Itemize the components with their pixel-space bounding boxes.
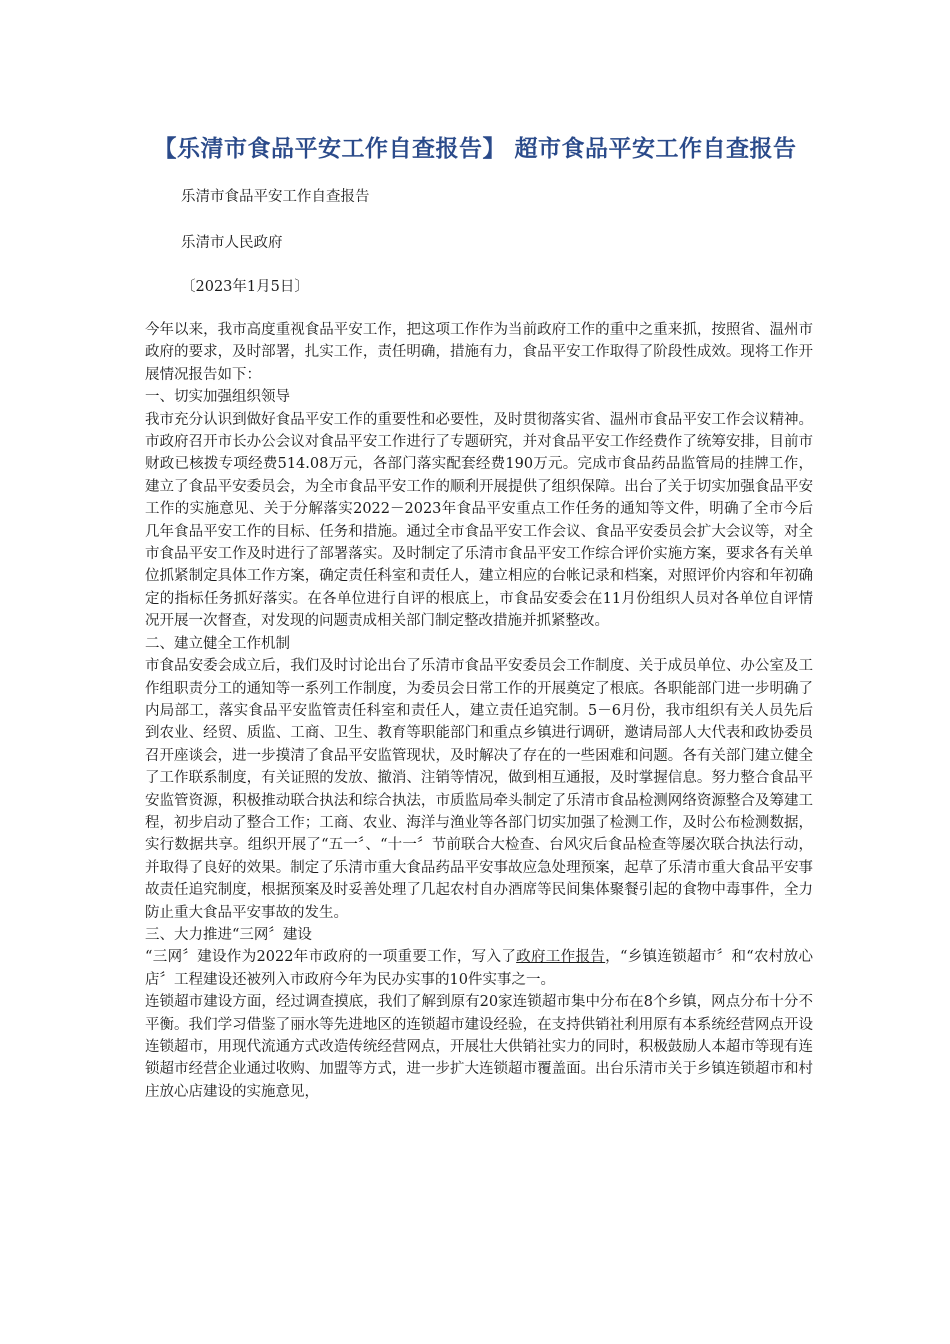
section-3-paragraph bbox=[145, 946, 813, 991]
section-3-text-after-link: ，“乡镇连锁超市〞和“农村放心店〞工程建设还被列入市政府今年为民办实事的10件实事之一。 bbox=[145, 949, 814, 988]
section-heading-1: 一、切实加强组织领导 bbox=[145, 389, 290, 406]
section-3-text-before-link: “三网〞建设作为2022年市政府的一项重要工作，写入了 bbox=[145, 949, 517, 966]
document-title: 【乐清市食品平安工作自查报告】 超市食品平安工作自查报告 bbox=[153, 136, 797, 162]
section-heading-3: 三、大力推进“三网〞建设 bbox=[145, 926, 312, 943]
section-heading-2: 二、建立健全工作机制 bbox=[145, 635, 290, 652]
report-author: 乐清市人民政府 bbox=[181, 235, 283, 251]
intro-paragraph: 今年以来，我市高度重视食品平安工作，把这项工作作为当前政府工作的重中之重来抓，按照省、温州市政府的要求，及时部署，扎实工作，责任明确，措施有力，食品平安工作取得了阶段性成效。现将工作开展情况报告如下： bbox=[145, 322, 813, 383]
report-date: 〔2023年1月5日〕 bbox=[181, 279, 309, 295]
section-1-paragraph: 我市充分认识到做好食品平安工作的重要性和必要性，及时贯彻落实省、温州市食品平安工作会议精神。市政府召开市长办公会议对食品平安工作进行了专题研究，并对食品平安工作经费作了统筹安排，目前市财政已核拨专项经费514.08万元，各部门落实配套经费190万元。完成市食品药品监管局的挂牌工作，建立了食品平安委员会，为全市食品平安工作的顺利开展提供了组织保障。出台了关于切实加强食品平安工作的实施意见、关于分解落实2022－2023年食品平安重点工作任务的通知等文件，明确了全市今后几年食品平安工作的目标、任务和措施。通过全市食品平安工作会议、食品平安委员会扩大会议等，对全市食品平安工作及时进行了部署落实。及时制定了乐清市食品平安工作综合评价实施方案，要求各有关单位抓紧制定具体工作方案，确定责任科室和责任人，建立相应的台帐记录和档案，对照评价内容和年初确定的指标任务抓好落实。在各单位进行自评的根底上，市食品安委会在11月份组织人员对各单位自评情况开展一次督查，对发现的问题责成相关部门制定整改措施并抓紧整改。 bbox=[145, 411, 813, 630]
government-work-report-link[interactable]: 政府工作报告 bbox=[516, 949, 606, 966]
document-body bbox=[145, 319, 813, 1103]
chain-supermarket-paragraph: 连锁超市建设方面，经过调查摸底，我们了解到原有20家连锁超市集中分布在8个乡镇，网点分布十分不平衡。我们学习借鉴了丽水等先进地区的连锁超市建设经验，在支持供销社利用原有本系统经营网点开设连锁超市，用现代流通方式改造传统经营网点，开展壮大供销社实力的同时，积极鼓励人本超市等现有连锁超市经营企业通过收购、加盟等方式，进一步扩大连锁超市覆盖面。出台乐清市关于乡镇连锁超市和村庄放心店建设的实施意见， bbox=[145, 994, 813, 1100]
section-2-paragraph: 市食品安委会成立后，我们及时讨论出台了乐清市食品平安委员会工作制度、关于成员单位、办公室及工作组职责分工的通知等一系列工作制度，为委员会日常工作的开展奠定了根底。各职能部门进一步明确了内局部工，落实食品平安监管责任科室和责任人，建立责任追究制。5－6月份，我市组织有关人员先后到农业、经贸、质监、工商、卫生、教育等职能部门和重点乡镇进行调研，邀请局部人大代表和政协委员召开座谈会，进一步摸清了食品平安监管现状，及时解决了存在的一些困难和问题。各有关部门建立健全了工作联系制度，有关证照的发放、撤消、注销等情况，做到相互通报，及时掌握信息。努力整合食品平安监管资源，积极推动联合执法和综合执法，市质监局牵头制定了乐清市食品检测网络资源整合及筹建工程，初步启动了整合工作；工商、农业、海洋与渔业等各部门切实加强了检测工作，及时公布检测数据，实行数据共享。组织开展了“五一〞、“十一〞节前联合大检查、台风灾后食品检查等屡次联合执法行动，并取得了良好的效果。制定了乐清市重大食品药品平安事故应急处理预案，起草了乐清市重大食品平安事故责任追究制度，根据预案及时妥善处理了几起农村自办酒席等民间集体聚餐引起的食物中毒事件，全力防止重大食品平安事故的发生。 bbox=[145, 658, 813, 921]
report-subtitle: 乐清市食品平安工作自查报告 bbox=[181, 189, 370, 205]
